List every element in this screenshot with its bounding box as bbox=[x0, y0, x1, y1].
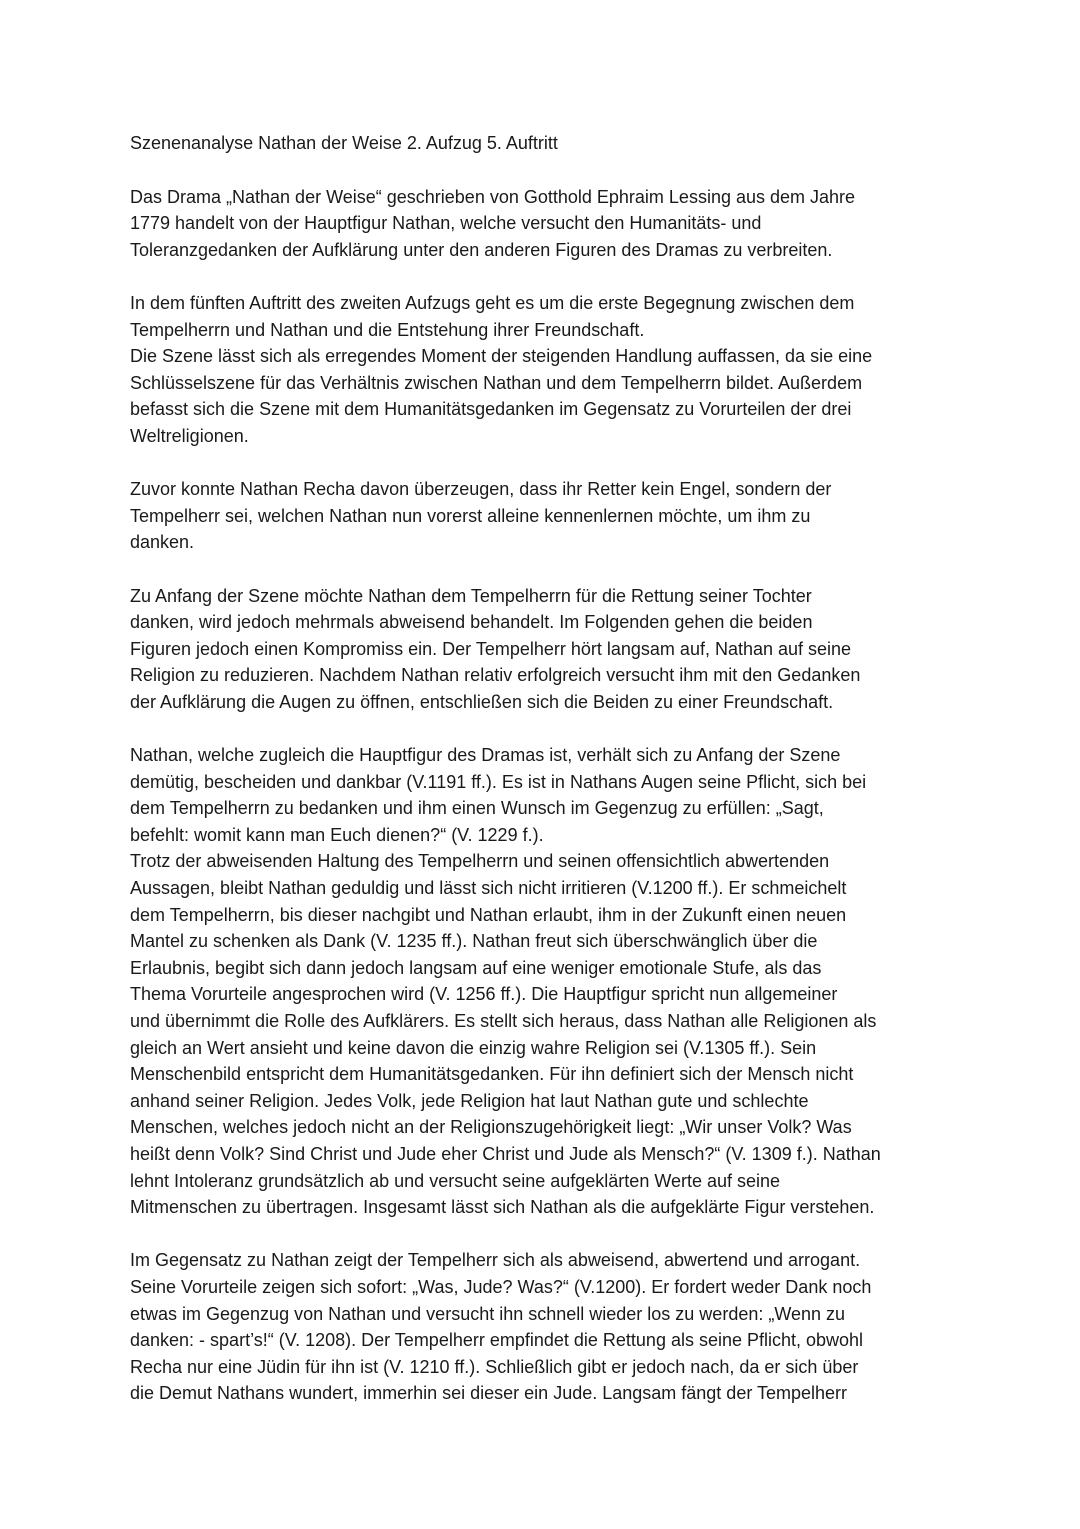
text-line: Toleranzgedanken der Aufklärung unter den anderen Figuren des Dramas zu verbreiten. bbox=[130, 239, 833, 260]
text-line: lehnt Intoleranz grundsätzlich ab und versucht seine aufgeklärten Werte auf seine bbox=[130, 1170, 781, 1191]
text-line: Recha nur eine Jüdin für ihn ist (V. 1210 ff.). Schließlich gibt er jedoch nach, da er sich über bbox=[130, 1356, 859, 1377]
text-line: Aussagen, bleibt Nathan geduldig und lässt sich nicht irritieren (V.1200 ff.). Er schmeichelt bbox=[130, 878, 847, 899]
text-line: Menschen, welches jedoch nicht an der Religionszugehörigkeit liegt: „Wir unser Volk? Was bbox=[130, 1117, 852, 1138]
document-title: Szenenanalyse Nathan der Weise 2. Aufzug 5. Auftritt bbox=[130, 133, 558, 153]
text-line: gleich an Wert ansieht und keine davon die einzig wahre Religion sei (V.1305 ff.). Sein bbox=[130, 1037, 817, 1058]
text-line: anhand seiner Religion. Jedes Volk, jede Religion hat laut Nathan gute und schlechte bbox=[130, 1090, 809, 1111]
text-line: danken, wird jedoch mehrmals abweisend behandelt. Im Folgenden gehen die beiden bbox=[130, 612, 813, 633]
paragraph bbox=[130, 290, 960, 450]
text-line: danken: - spart’s!“ (V. 1208). Der Tempelherr empfindet die Rettung als seine Pflicht, obwohl bbox=[130, 1330, 864, 1351]
text-line: Im Gegensatz zu Nathan zeigt der Tempelherr sich als abweisend, abwertend und arrogant. bbox=[130, 1250, 861, 1271]
text-line: Thema Vorurteile angesprochen wird (V. 1256 ff.). Die Hauptfigur spricht nun allgemeiner bbox=[130, 984, 838, 1005]
text-line: Mantel zu schenken als Dank (V. 1235 ff.). Nathan freut sich überschwänglich über die bbox=[130, 931, 818, 952]
text-line: Tempelherr sei, welchen Nathan nun vorerst alleine kennenlernen möchte, um ihm zu bbox=[130, 505, 811, 526]
paragraph bbox=[130, 742, 960, 1221]
text-line: befehlt: womit kann man Euch dienen?“ (V. 1229 f.). bbox=[130, 824, 544, 845]
text-line: befasst sich die Szene mit dem Humanitätsgedanken im Gegensatz zu Vorurteilen der drei bbox=[130, 399, 852, 420]
text-line: Mitmenschen zu übertragen. Insgesamt lässt sich Nathan als die aufgeklärte Figur verstehen. bbox=[130, 1197, 875, 1218]
text-line: Die Szene lässt sich als erregendes Moment der steigenden Handlung auffassen, da sie eine bbox=[130, 346, 873, 367]
text-line: demütig, bescheiden und dankbar (V.1191 ff.). Es ist in Nathans Augen seine Pflicht, sich bei bbox=[130, 771, 867, 792]
text-line: Tempelherrn und Nathan und die Entstehung ihrer Freundschaft. bbox=[130, 319, 645, 340]
text-line: Zuvor konnte Nathan Recha davon überzeugen, dass ihr Retter kein Engel, sondern der bbox=[130, 479, 832, 500]
text-line: 1779 handelt von der Hauptfigur Nathan, welche versucht den Humanitäts- und bbox=[130, 213, 762, 234]
paragraph bbox=[130, 1247, 960, 1407]
text-line: Zu Anfang der Szene möchte Nathan dem Tempelherrn für die Rettung seiner Tochter bbox=[130, 585, 812, 606]
text-line: Schlüsselszene für das Verhältnis zwischen Nathan und dem Tempelherrn bildet. Außerdem bbox=[130, 372, 863, 393]
text-line: Religion zu reduzieren. Nachdem Nathan relativ erfolgreich versucht ihm mit den Gedanken bbox=[130, 665, 861, 686]
text-line: Weltreligionen. bbox=[130, 425, 249, 446]
text-line: dem Tempelherrn zu bedanken und ihm einen Wunsch im Gegenzug zu erfüllen: „Sagt, bbox=[130, 798, 824, 819]
text-line: Das Drama „Nathan der Weise“ geschrieben von Gotthold Ephraim Lessing aus dem Jahre bbox=[130, 186, 856, 207]
paragraph bbox=[130, 476, 960, 556]
text-line: Menschenbild entspricht dem Humanitätsgedanken. Für ihn definiert sich der Mensch nicht bbox=[130, 1064, 854, 1085]
text-line: Nathan, welche zugleich die Hauptfigur des Dramas ist, verhält sich zu Anfang der Szene bbox=[130, 745, 841, 766]
text-line: Erlaubnis, begibt sich dann jedoch langsam auf eine weniger emotionale Stufe, als das bbox=[130, 957, 822, 978]
document-page bbox=[130, 130, 960, 1434]
paragraph bbox=[130, 583, 960, 716]
text-line: heißt denn Volk? Sind Christ und Jude eher Christ und Jude als Mensch?“ (V. 1309 f.). Nathan bbox=[130, 1143, 881, 1164]
paragraph bbox=[130, 184, 960, 264]
text-line: In dem fünften Auftritt des zweiten Aufzugs geht es um die erste Begegnung zwischen dem bbox=[130, 292, 855, 313]
text-line: und übernimmt die Rolle des Aufklärers. Es stellt sich heraus, dass Nathan alle Religionen als bbox=[130, 1011, 877, 1031]
text-line: der Aufklärung die Augen zu öffnen, entschließen sich die Beiden zu einer Freundschaft. bbox=[130, 691, 834, 712]
text-line: Trotz der abweisenden Haltung des Tempelherrn und seinen offensichtlich abwertenden bbox=[130, 851, 830, 872]
text-line: etwas im Gegenzug von Nathan und versucht ihn schnell wieder los zu werden: „Wenn zu bbox=[130, 1303, 846, 1324]
text-line: danken. bbox=[130, 532, 195, 553]
text-line: dem Tempelherrn, bis dieser nachgibt und Nathan erlaubt, ihm in der Zukunft einen neuen bbox=[130, 904, 847, 925]
text-line: die Demut Nathans wundert, immerhin sei dieser ein Jude. Langsam fängt der Tempelherr bbox=[130, 1383, 848, 1404]
text-line: Figuren jedoch einen Kompromiss ein. Der Tempelherr hört langsam auf, Nathan auf seine bbox=[130, 638, 852, 659]
text-line: Seine Vorurteile zeigen sich sofort: „Was, Jude? Was?“ (V.1200). Er fordert weder Dank noch bbox=[130, 1276, 872, 1297]
document-body bbox=[130, 184, 960, 1407]
